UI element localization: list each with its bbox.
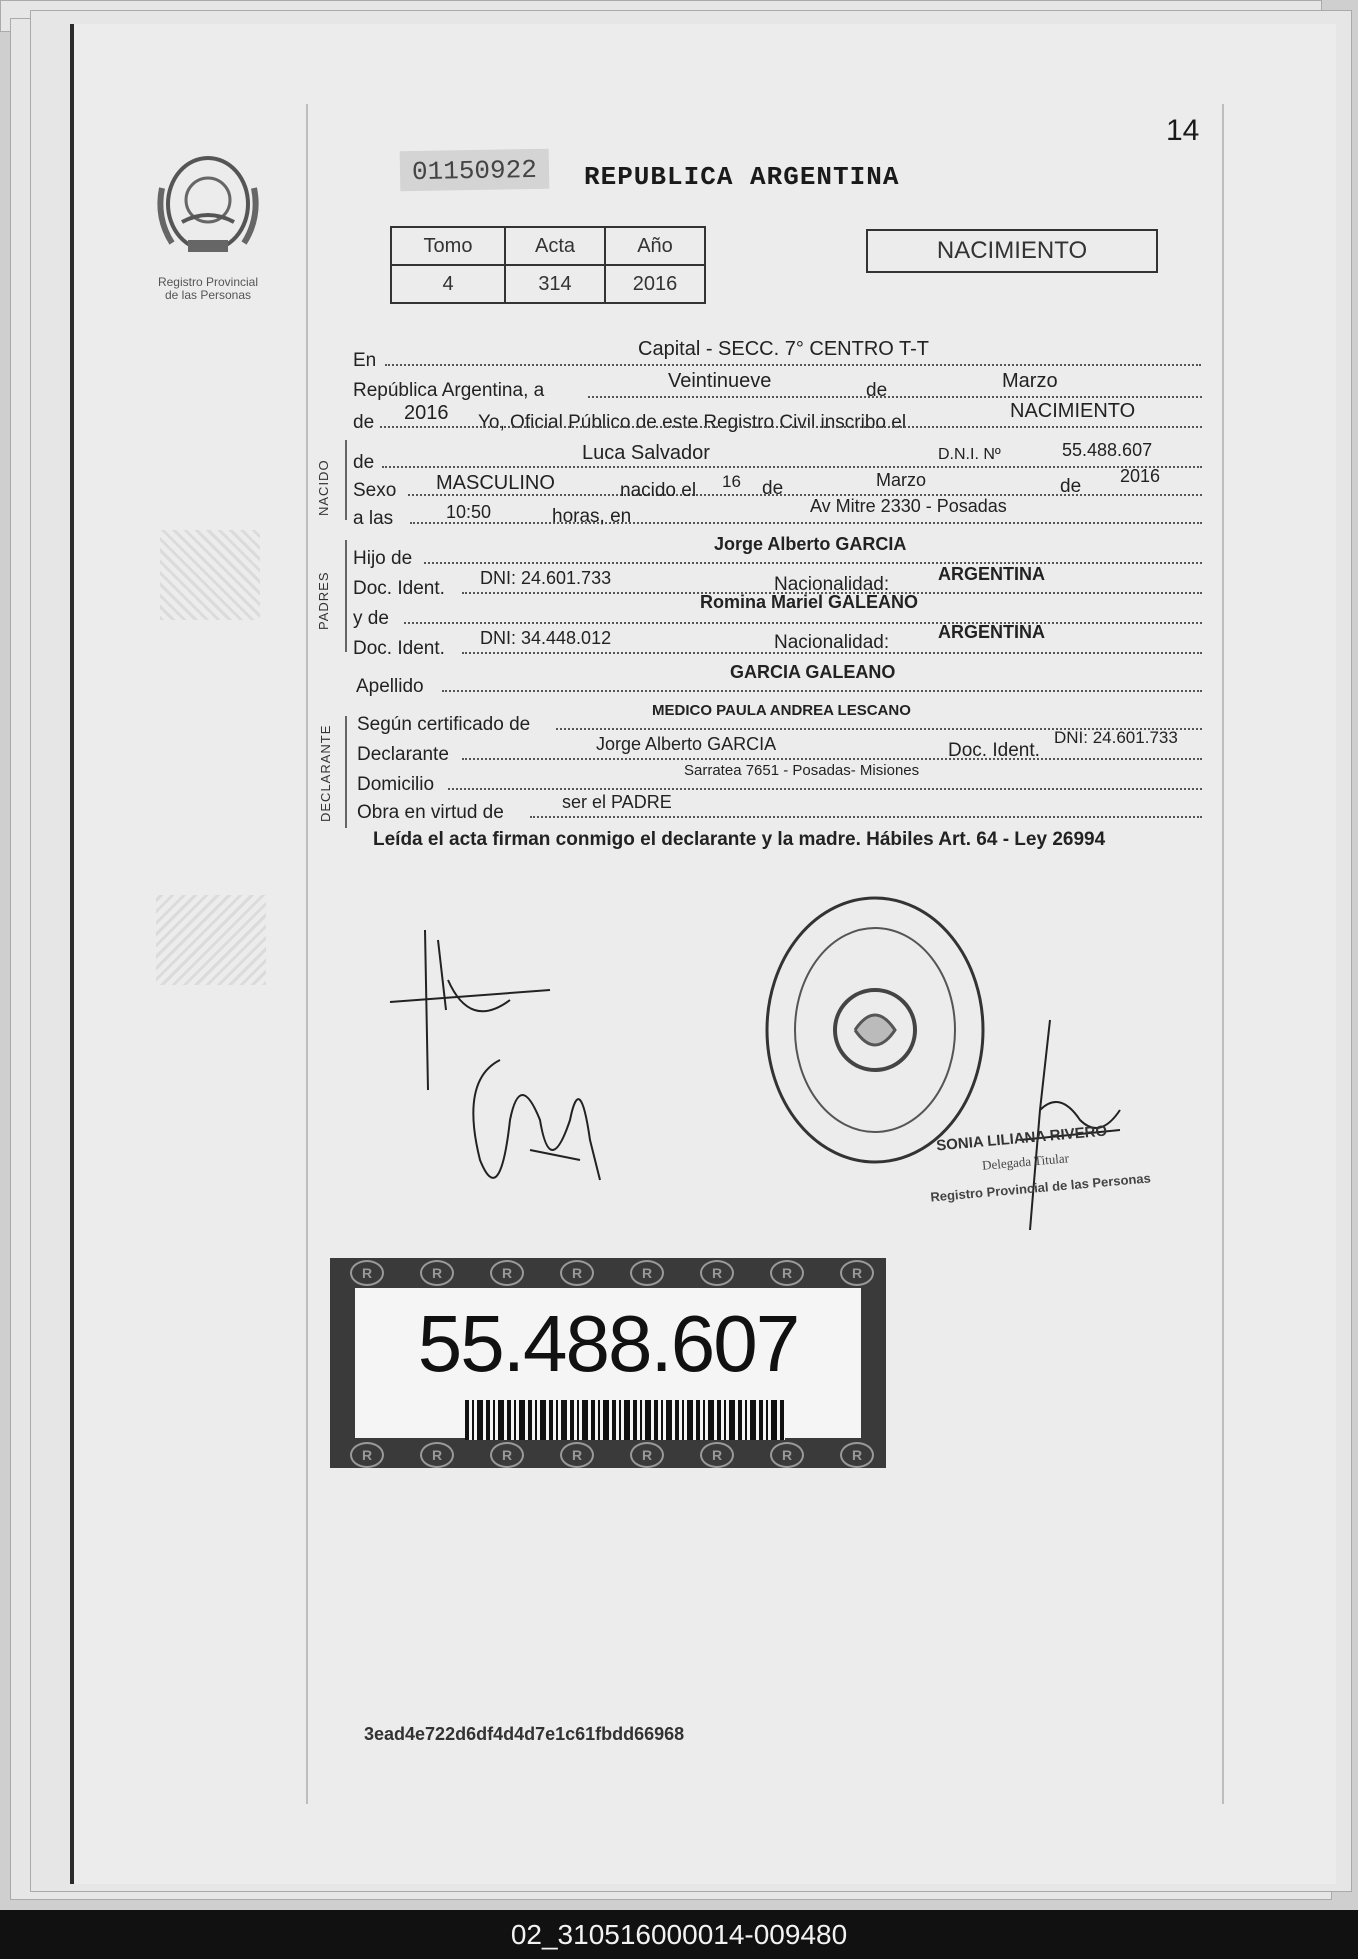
label-nacionalidad: Nacionalidad: [774,632,890,653]
value-birth-year: 2016 [1120,466,1161,486]
declarant-signature [380,920,640,1220]
pattern-r-icon: R [490,1260,524,1286]
right-margin-line [1222,104,1224,1804]
dotted-line [462,758,1202,760]
dotted-line [424,562,1202,564]
table-cell: 2016 [605,265,705,303]
barcode-panel [355,1288,861,1438]
dotted-line [385,364,1201,366]
value-apellido: GARCIA GALEANO [730,662,896,682]
seal-caption-line: Registro Provincial [157,275,259,289]
table-header: Tomo [391,227,505,265]
value-domicilio: Sarratea 7651 - Posadas- Misiones [684,762,920,779]
value-birth-place: Av Mitre 2330 - Posadas [810,496,1007,516]
dotted-line [404,622,1202,624]
seal-caption-line: de las Personas [164,288,252,302]
label-apellido: Apellido [356,676,424,697]
signer-role: Delegada Titular [981,1150,1070,1173]
value-decl-doc: DNI: 24.601.733 [1054,728,1178,747]
record-table [390,226,706,304]
label-obra: Obra en virtud de [357,802,504,823]
barcode-label [330,1258,886,1468]
pattern-r-icon: R [420,1260,454,1286]
left-margin-line [306,104,308,1804]
label-decl-doc: Doc. Ident. [948,740,1040,761]
label-horas: horas, en [552,506,632,527]
seal-caption [133,276,283,302]
value-certificate: MEDICO PAULA ANDREA LESCANO [652,702,911,719]
value-obra: ser el PADRE [562,792,672,812]
table-cell: 4 [391,265,505,303]
dotted-line [382,466,1202,468]
table-header: Acta [505,227,605,265]
value-sexo: MASCULINO [436,472,555,494]
signer-name: SONIA LILIANA RIVERO [935,1122,1108,1155]
value-birth-month: Marzo [876,470,927,490]
pattern-r-icon: R [770,1442,804,1468]
bleed-through-mark [156,895,266,985]
signer-organization: Registro Provincial de las Personas [929,1170,1152,1205]
label-nacionalidad: Nacionalidad: [774,574,890,595]
label-alas: a las [353,508,394,529]
value-mother-nationality: ARGENTINA [938,622,1045,642]
label-doc-ident: Doc. Ident. [353,638,445,659]
label-y-de: y de [353,608,389,629]
section-label-padres: PADRES [316,571,331,630]
pattern-r-icon: R [840,1442,874,1468]
dotted-line [442,690,1202,692]
label-nacido-el: nacido el [620,480,697,501]
value-father-name: Jorge Alberto GARCIA [714,534,907,554]
pattern-r-icon: R [490,1442,524,1468]
section-bar [345,540,347,652]
value-day-text: Veintinueve [668,370,772,392]
pattern-r-icon: R [630,1260,664,1286]
pattern-r-icon: R [700,1260,734,1286]
value-time: 10:50 [446,502,492,522]
pattern-r-icon: R [350,1260,384,1286]
value-year: 2016 [404,402,449,424]
pattern-r-icon: R [770,1260,804,1286]
label-domicilio: Domicilio [357,774,435,795]
label-certificado: Según certificado de [357,714,531,735]
dotted-line [588,396,1202,398]
pattern-r-icon: R [700,1442,734,1468]
pattern-r-icon: R [350,1442,384,1468]
label-en: En [353,350,377,371]
pattern-r-icon: R [840,1260,874,1286]
barcode-bars [465,1400,785,1440]
table-cell: 314 [505,265,605,303]
document-hash: 3ead4e722d6df4d4d7e1c61fbdd66968 [364,1724,685,1744]
table-header: Año [605,227,705,265]
value-birth-day: 16 [722,472,741,491]
label-sexo: Sexo [353,480,397,501]
value-declarante: Jorge Alberto GARCIA [596,734,777,754]
serial-number: 01150922 [400,149,550,192]
label-dni: D.N.I. Nº [938,446,1001,463]
section-bar [345,716,347,828]
official-stamp [760,890,1010,1170]
bleed-through-mark [160,530,260,620]
value-inscribo: NACIMIENTO [1010,400,1136,422]
province-seal-icon [152,148,264,268]
pattern-r-icon: R [560,1442,594,1468]
label-declarante: Declarante [357,744,449,765]
value-mother-name: Romina Mariel GALEANO [700,592,919,612]
official-signature [1000,1010,1160,1230]
pattern-r-icon: R [630,1442,664,1468]
document-title: REPUBLICA ARGENTINA [584,162,900,192]
pattern-r-icon: R [560,1260,594,1286]
pattern-r-icon: R [420,1442,454,1468]
barcode-number: 55.488.607 [417,1299,799,1388]
value-month-text: Marzo [1002,370,1058,392]
dotted-line [530,816,1202,818]
record-type-box: NACIMIENTO [866,229,1158,273]
value-dni: 55.488.607 [1062,440,1153,460]
label-republica: República Argentina, a [353,380,545,401]
page-number: 14 [1166,114,1200,147]
dotted-line [380,426,1202,428]
label-yo: Yo, Oficial Público de este Registro Civil inscribo el [478,412,907,433]
dotted-line [448,788,1202,790]
label-de: de [762,478,784,499]
dotted-line [410,522,1202,524]
value-place: Capital - SECC. 7° CENTRO T-T [638,338,930,360]
value-child-name: Luca Salvador [582,442,710,464]
label-hijo-de: Hijo de [353,548,413,569]
label-de: de [353,412,375,433]
label-de: de [866,380,888,401]
section-bar [345,440,347,520]
closing-note: Leída el acta firman conmigo el declarante y la madre. Hábiles Art. 64 - Ley 26994 [373,829,1106,850]
label-de: de [1060,476,1082,497]
section-label-declarante: DECLARANTE [318,724,333,822]
value-father-nationality: ARGENTINA [938,564,1045,584]
value-mother-doc: DNI: 34.448.012 [480,628,612,648]
label-name: de [353,452,375,473]
label-doc-ident: Doc. Ident. [353,578,445,599]
file-caption: 02_310516000014-009480 [0,1910,1358,1959]
section-label-nacido: NACIDO [316,459,331,516]
value-father-doc: DNI: 24.601.733 [480,568,612,588]
